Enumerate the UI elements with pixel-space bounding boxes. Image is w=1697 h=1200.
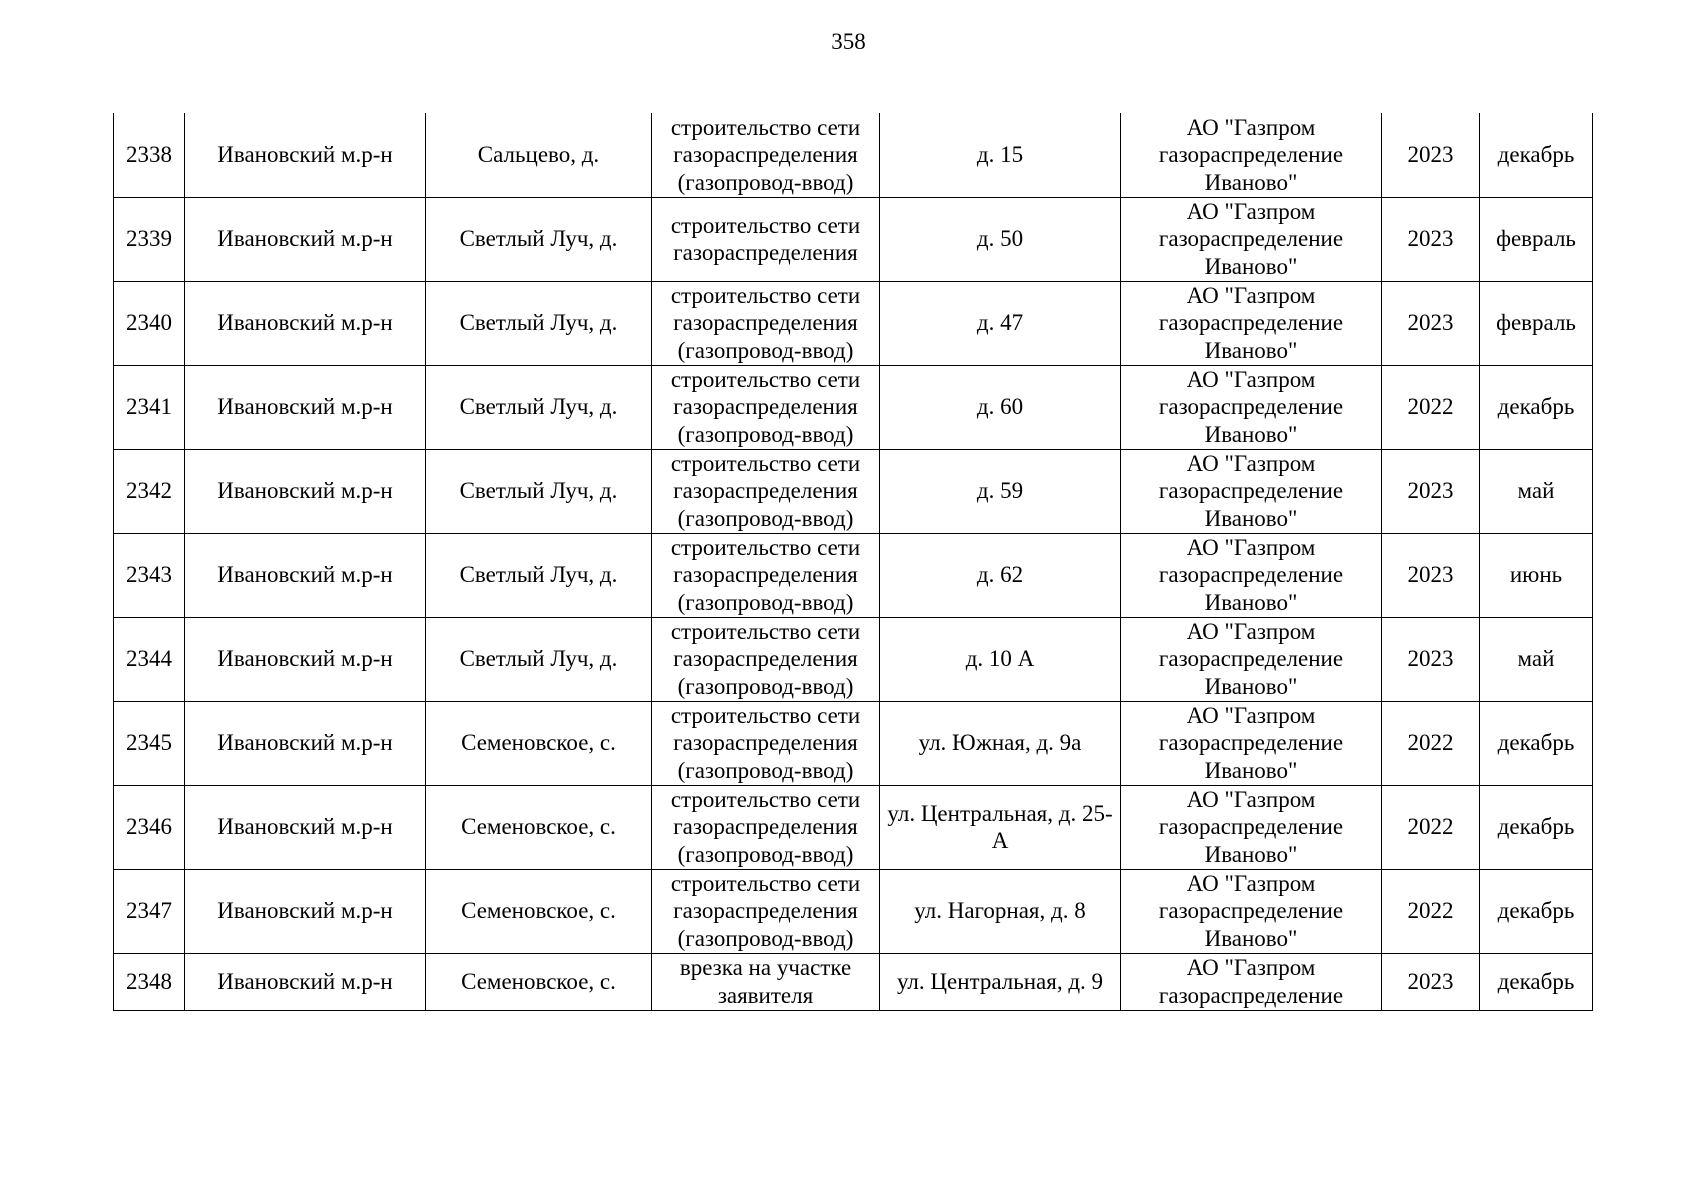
address-cell: д. 50 (880, 197, 1121, 281)
locality-cell: Семеновское, с. (426, 953, 652, 1010)
address-cell: ул. Центральная, д. 9 (880, 953, 1121, 1010)
district-cell: Ивановский м.р-н (185, 113, 426, 197)
year-cell: 2023 (1382, 281, 1480, 365)
organization-cell: АО "Газпром газораспределение Иваново" (1121, 365, 1382, 449)
table-row (114, 113, 1593, 197)
year-cell: 2022 (1382, 701, 1480, 785)
object-cell: строительство сети газораспределения (газопровод-ввод) (652, 869, 880, 953)
object-cell: строительство сети газораспределения (газопровод-ввод) (652, 533, 880, 617)
organization-cell: АО "Газпром газораспределение Иваново" (1121, 617, 1382, 701)
table-row (114, 365, 1593, 449)
organization-cell: АО "Газпром газораспределение Иваново" (1121, 785, 1382, 869)
table-row (114, 197, 1593, 281)
page-number: 358 (831, 29, 866, 54)
locality-cell: Семеновское, с. (426, 869, 652, 953)
object-cell: строительство сети газораспределения (газопровод-ввод) (652, 365, 880, 449)
address-cell: д. 62 (880, 533, 1121, 617)
district-cell: Ивановский м.р-н (185, 869, 426, 953)
locality-cell: Светлый Луч, д. (426, 617, 652, 701)
object-cell: строительство сети газораспределения (газопровод-ввод) (652, 617, 880, 701)
address-cell: д. 47 (880, 281, 1121, 365)
object-cell: строительство сети газораспределения (газопровод-ввод) (652, 113, 880, 197)
month-cell: декабрь (1480, 365, 1593, 449)
organization-cell: АО "Газпром газораспределение Иваново" (1121, 701, 1382, 785)
year-cell: 2023 (1382, 449, 1480, 533)
table-row (114, 449, 1593, 533)
row-number: 2347 (114, 869, 185, 953)
object-cell: строительство сети газораспределения (652, 197, 880, 281)
year-cell: 2023 (1382, 113, 1480, 197)
address-cell: д. 15 (880, 113, 1121, 197)
object-cell: врезка на участке заявителя (652, 953, 880, 1010)
object-cell: строительство сети газораспределения (газопровод-ввод) (652, 449, 880, 533)
month-cell: декабрь (1480, 113, 1593, 197)
month-cell: май (1480, 449, 1593, 533)
address-cell: ул. Центральная, д. 25-А (880, 785, 1121, 869)
organization-cell: АО "Газпром газораспределение Иваново" (1121, 197, 1382, 281)
address-cell: ул. Южная, д. 9а (880, 701, 1121, 785)
district-cell: Ивановский м.р-н (185, 617, 426, 701)
locality-cell: Светлый Луч, д. (426, 533, 652, 617)
row-number: 2342 (114, 449, 185, 533)
year-cell: 2022 (1382, 869, 1480, 953)
address-cell: д. 60 (880, 365, 1121, 449)
year-cell: 2023 (1382, 197, 1480, 281)
row-number: 2343 (114, 533, 185, 617)
locality-cell: Светлый Луч, д. (426, 365, 652, 449)
month-cell: декабрь (1480, 701, 1593, 785)
year-cell: 2023 (1382, 617, 1480, 701)
row-number: 2344 (114, 617, 185, 701)
organization-cell: АО "Газпром газораспределение Иваново" (1121, 449, 1382, 533)
month-cell: июнь (1480, 533, 1593, 617)
table-row (114, 617, 1593, 701)
table-row (114, 953, 1593, 1010)
year-cell: 2023 (1382, 533, 1480, 617)
gas-connection-table (113, 113, 1593, 1011)
month-cell: май (1480, 617, 1593, 701)
year-cell: 2022 (1382, 365, 1480, 449)
organization-cell: АО "Газпром газораспределение Иваново" (1121, 281, 1382, 365)
organization-cell: АО "Газпром газораспределение Иваново" (1121, 533, 1382, 617)
organization-cell: АО "Газпром газораспределение Иваново" (1121, 113, 1382, 197)
row-number: 2340 (114, 281, 185, 365)
address-cell: д. 59 (880, 449, 1121, 533)
year-cell: 2022 (1382, 785, 1480, 869)
row-number: 2345 (114, 701, 185, 785)
month-cell: февраль (1480, 197, 1593, 281)
locality-cell: Семеновское, с. (426, 785, 652, 869)
table-row (114, 869, 1593, 953)
district-cell: Ивановский м.р-н (185, 281, 426, 365)
organization-cell: АО "Газпром газораспределение (1121, 953, 1382, 1010)
district-cell: Ивановский м.р-н (185, 953, 426, 1010)
district-cell: Ивановский м.р-н (185, 197, 426, 281)
organization-cell: АО "Газпром газораспределение Иваново" (1121, 869, 1382, 953)
district-cell: Ивановский м.р-н (185, 701, 426, 785)
object-cell: строительство сети газораспределения (газопровод-ввод) (652, 281, 880, 365)
district-cell: Ивановский м.р-н (185, 365, 426, 449)
table-row (114, 785, 1593, 869)
locality-cell: Светлый Луч, д. (426, 197, 652, 281)
address-cell: ул. Нагорная, д. 8 (880, 869, 1121, 953)
month-cell: февраль (1480, 281, 1593, 365)
object-cell: строительство сети газораспределения (газопровод-ввод) (652, 785, 880, 869)
month-cell: декабрь (1480, 869, 1593, 953)
district-cell: Ивановский м.р-н (185, 785, 426, 869)
row-number: 2346 (114, 785, 185, 869)
locality-cell: Семеновское, с. (426, 701, 652, 785)
row-number: 2338 (114, 113, 185, 197)
table-row (114, 701, 1593, 785)
year-cell: 2023 (1382, 953, 1480, 1010)
address-cell: д. 10 А (880, 617, 1121, 701)
locality-cell: Сальцево, д. (426, 113, 652, 197)
locality-cell: Светлый Луч, д. (426, 449, 652, 533)
month-cell: декабрь (1480, 785, 1593, 869)
table-row (114, 533, 1593, 617)
row-number: 2339 (114, 197, 185, 281)
district-cell: Ивановский м.р-н (185, 449, 426, 533)
row-number: 2348 (114, 953, 185, 1010)
month-cell: декабрь (1480, 953, 1593, 1010)
row-number: 2341 (114, 365, 185, 449)
locality-cell: Светлый Луч, д. (426, 281, 652, 365)
district-cell: Ивановский м.р-н (185, 533, 426, 617)
table-row (114, 281, 1593, 365)
object-cell: строительство сети газораспределения (газопровод-ввод) (652, 701, 880, 785)
